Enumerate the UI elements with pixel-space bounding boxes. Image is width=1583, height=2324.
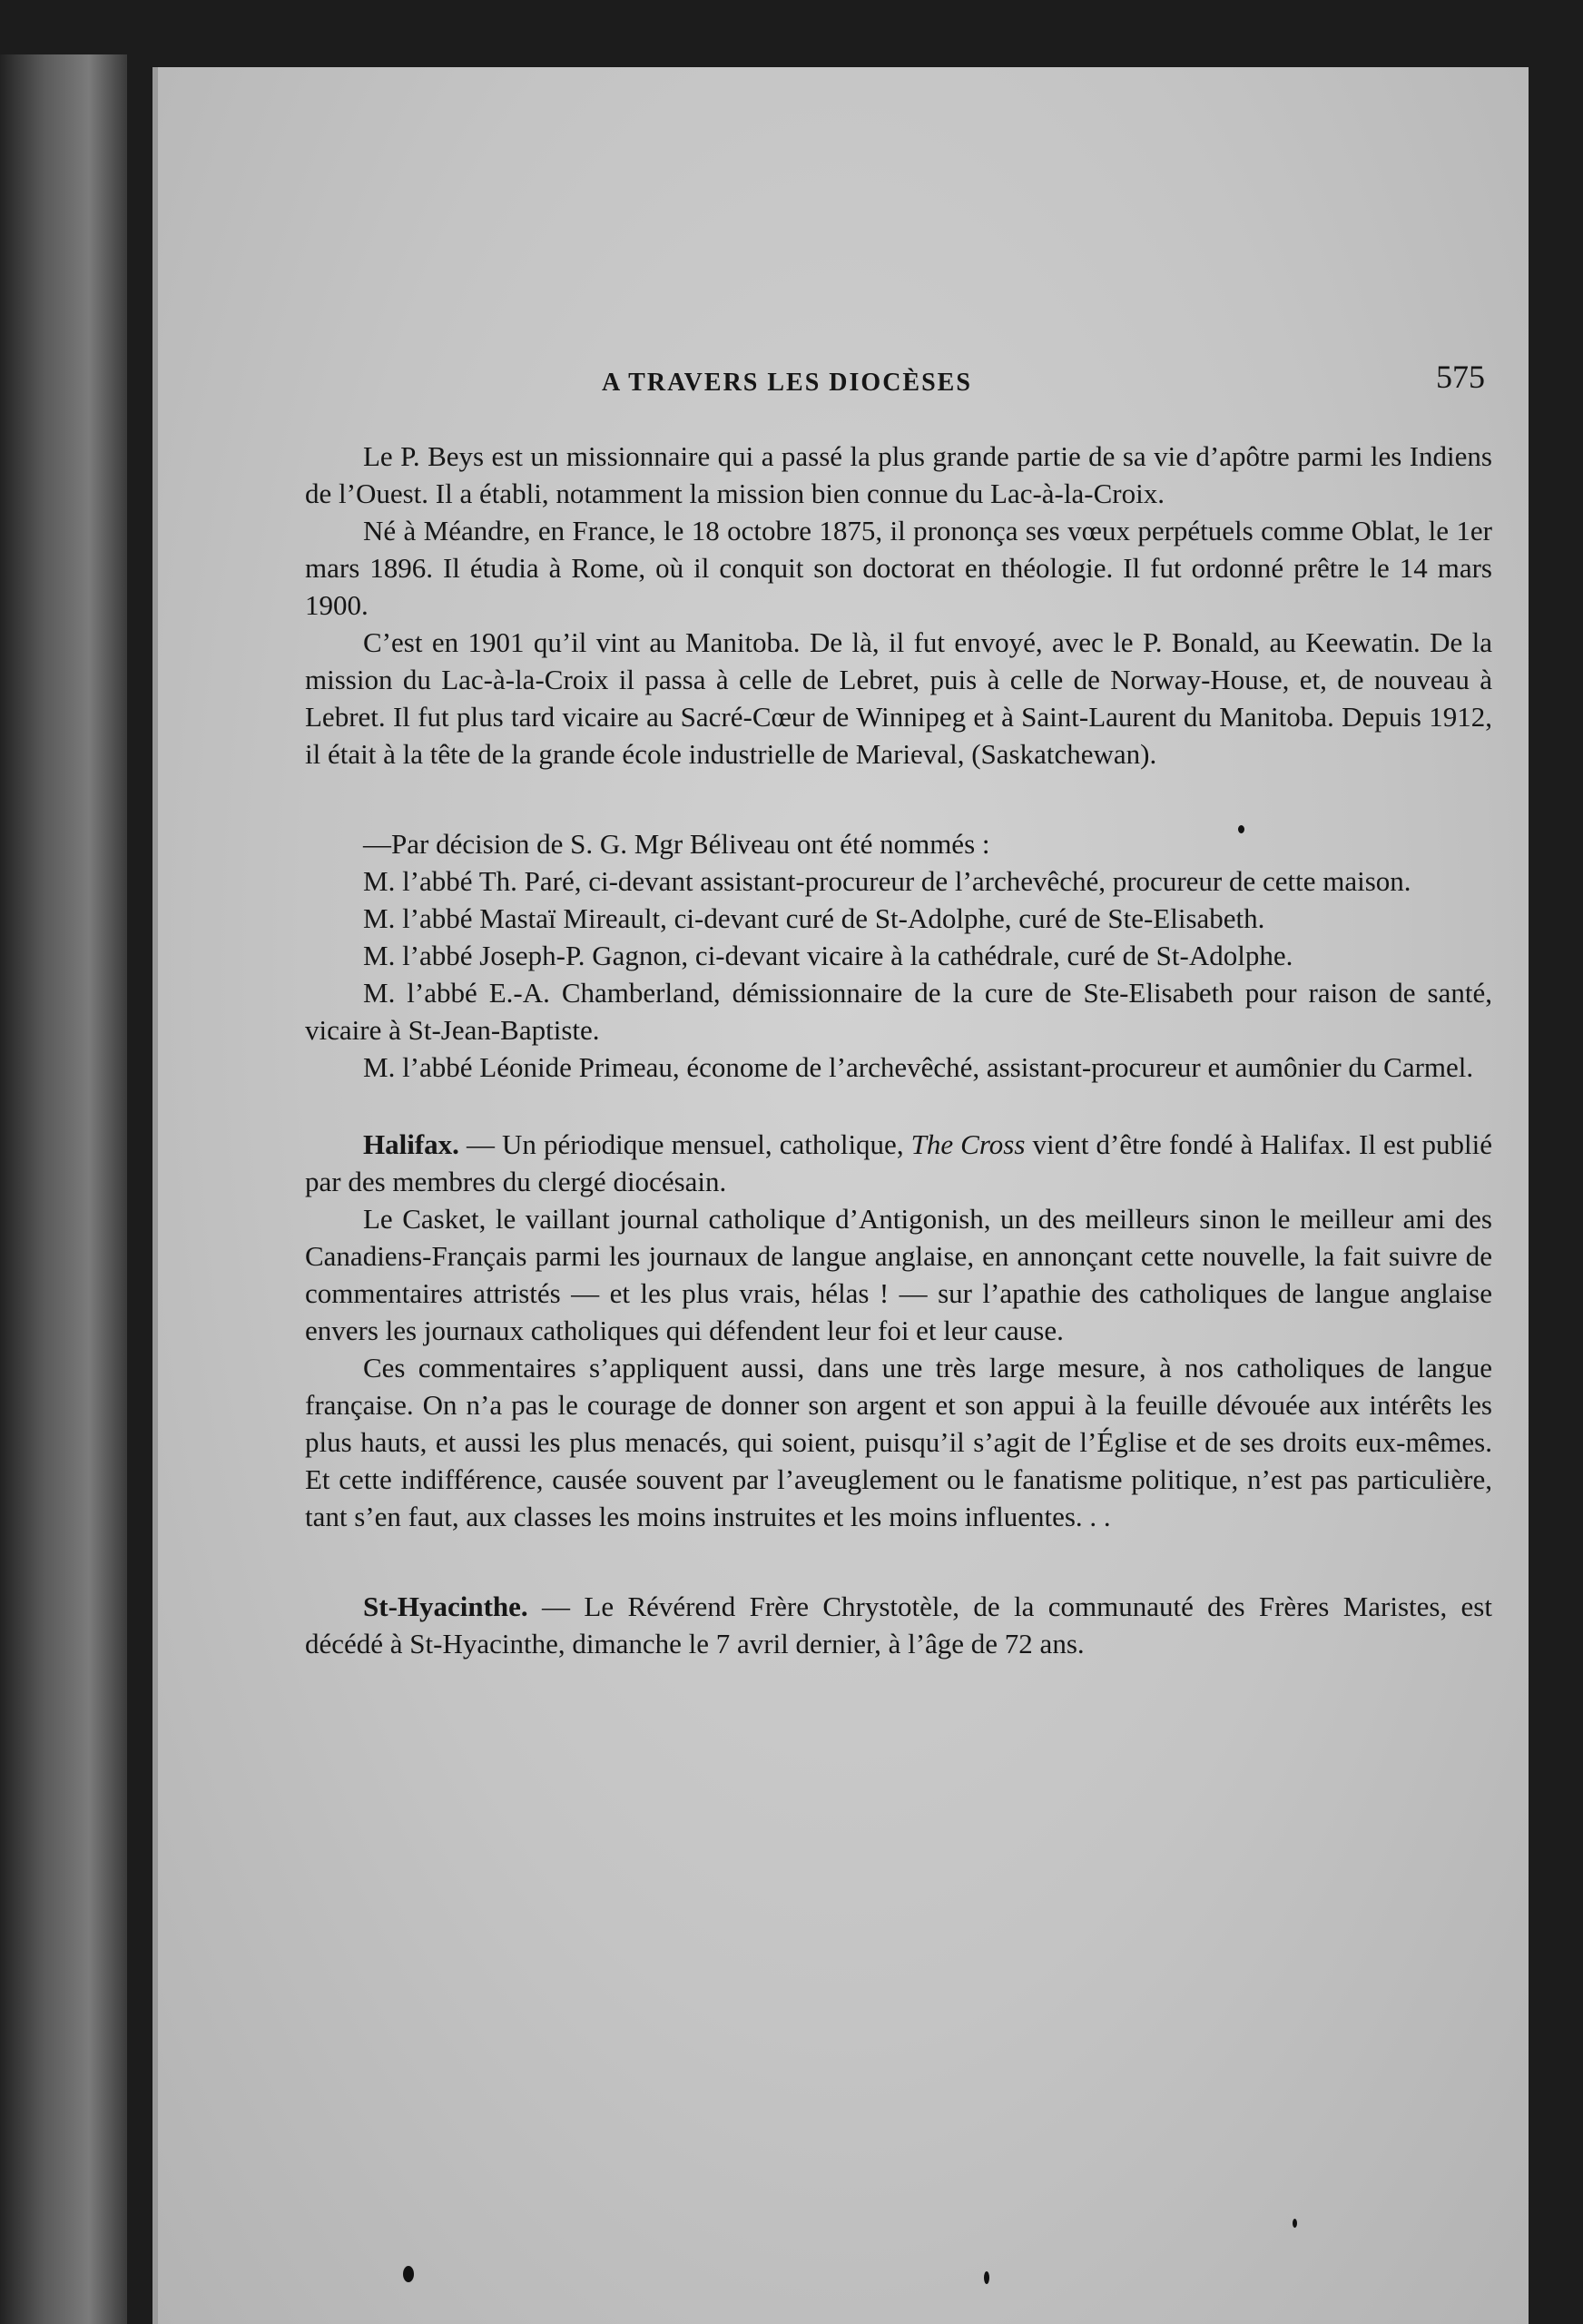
print-speck	[403, 2266, 414, 2282]
paragraph-beys-career: C’est en 1901 qu’il vint au Manitoba. De là, il fut envoyé, avec le P. Bonald, au Keewatin. De la mission du Lac-à-la-Croix il passa à celle de Lebret, puis à celle de Norway-House, et, de nouveau à Lebret. Il fut plus tard vicaire au Sacré-Cœur de Winnipeg et à Saint-Laurent du Manitoba. Depuis 1912, il était à la tête de la grande école industrielle de Marieval, (Saskatchewan).	[305, 626, 1492, 770]
halifax-lead: Halifax.	[363, 1128, 459, 1160]
paragraph-beys-intro: Le P. Beys est un missionnaire qui a passé la plus grande partie de sa vie d’apôtre parmi les Indiens de l’Ouest. Il a établi, notamment la mission bien connue du Lac-à-la-Croix.	[305, 440, 1492, 509]
st-hyacinthe-text: — Le Révérend Frère Chrystotèle, de la communauté des Frères Maristes, est décédé à St-Hyacinthe, dimanche le 7 avril dernier, à l’âge de 72 ans.	[305, 1590, 1492, 1659]
paragraph-primeau: M. l’abbé Léonide Primeau, économe de l’archevêché, assistant-procureur et aumônier du Carmel.	[363, 1051, 1474, 1083]
adjacent-page-edge	[0, 54, 127, 2324]
page-text	[305, 285, 1492, 1659]
paragraph-st-hyacinthe	[305, 1588, 1492, 1662]
paragraph-gagnon: M. l’abbé Joseph-P. Gagnon, ci-devant vicaire à la cathédrale, curé de St-Adolphe.	[363, 940, 1293, 971]
paragraph-beys-birth: Né à Méandre, en France, le 18 octobre 1875, il prononça ses vœux perpétuels comme Oblat, le 1er mars 1896. Il étudia à Rome, où il conquit son doctorat en théologie. Il fut ordonné prêtre le 14 mars 1900.	[305, 515, 1492, 621]
print-speck	[1238, 825, 1244, 833]
halifax-text-after: vient d’être fondé à Halifax. Il est publié par des membres du clergé diocésain.	[305, 1128, 1492, 1197]
page-number: 575	[1436, 359, 1485, 395]
halifax-text-before: — Un périodique mensuel, catholique,	[458, 1128, 911, 1160]
paragraph-commentaires: Ces commentaires s’appliquent aussi, dans une très large mesure, à nos catholiques de langue française. On n’a pas le courage de donner son argent et son appui à la feuille dévouée aux intérêts les plus hauts, et aussi les plus menacés, qui soient, puisqu’il s’agit de l’Église et de ses droits eux-mêmes. Et cette indifférence, causée souvent par l’aveuglement ou le fanatisme politique, n’est pas particulière, tant s’en faut, aux classes les moins instruites et les moins influentes. . .	[305, 1352, 1492, 1532]
paragraph-halifax	[305, 1126, 1492, 1200]
page-header	[305, 285, 1492, 397]
paragraph-mireault: M. l’abbé Mastaï Mireault, ci-devant curé de St-Adolphe, curé de Ste-Elisabeth.	[363, 902, 1265, 934]
paragraph-casket: Le Casket, le vaillant journal catholique d’Antigonish, un des meilleurs sinon le meilleur ami des Canadiens-Français parmi les journaux de langue anglaise, en annonçant cette nouvelle, la fait suivre de commentaires attristés — et les plus vrais, hélas ! — sur l’apathie des catholiques de langue anglaise envers les journaux catholiques qui défendent leur foi et leur cause.	[305, 1203, 1492, 1346]
halifax-journal-title: The Cross	[910, 1128, 1026, 1160]
book-page	[152, 67, 1529, 2324]
st-hyacinthe-lead: St-Hyacinthe.	[363, 1590, 528, 1622]
print-speck	[1293, 2219, 1297, 2228]
paragraph-nominations: —Par décision de S. G. Mgr Béliveau ont été nommés :	[363, 828, 990, 860]
paragraph-pare: M. l’abbé Th. Paré, ci-devant assistant-procureur de l’archevêché, procureur de cette maison.	[363, 865, 1411, 897]
print-speck	[984, 2271, 989, 2284]
running-head: A TRAVERS LES DIOCÈSES	[602, 369, 972, 397]
paragraph-chamberland: M. l’abbé E.-A. Chamberland, démissionnaire de la cure de Ste-Elisabeth pour raison de santé, vicaire à St-Jean-Baptiste.	[305, 977, 1492, 1046]
article-body	[305, 438, 1492, 1662]
